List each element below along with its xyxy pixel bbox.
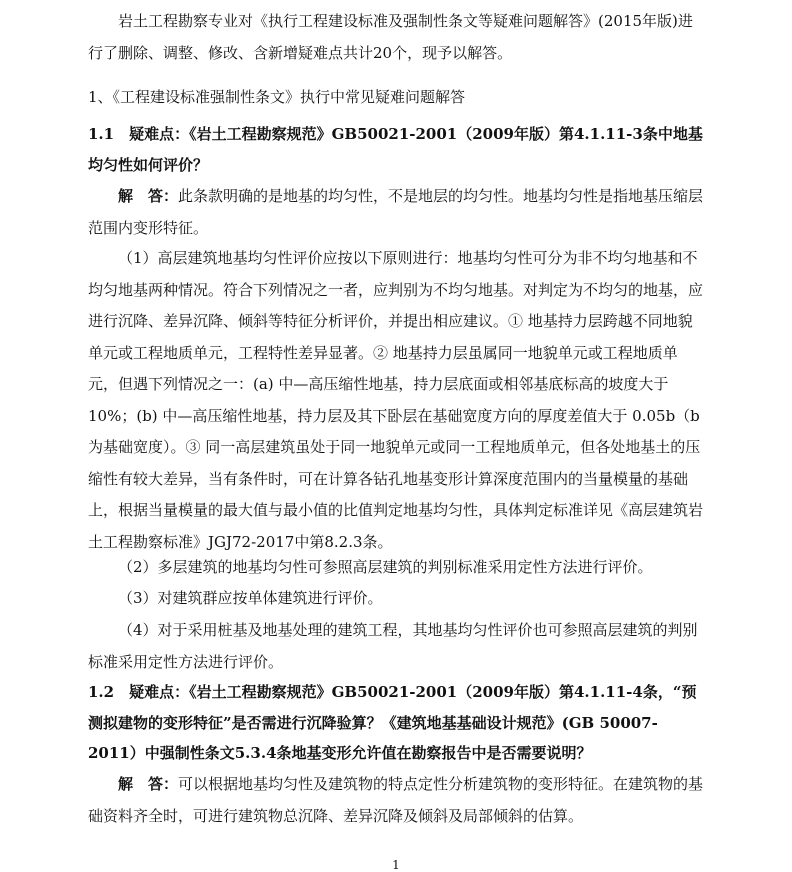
answer-1-1-item-3: （3）对建筑群应按单体建筑进行评价。 (118, 589, 383, 607)
answer-label: 解 答： (118, 187, 179, 205)
page-number: 1 (392, 858, 400, 872)
answer-1-2-text: 可以根据地基均匀性及建筑物的特点定性分析建筑物的变形特征。在建筑物的基础资料齐全时，可进行建筑物总沉降、差异沉降及倾斜及局部倾斜的估算。 (88, 775, 704, 825)
answer-1-1-item-1: （1）高层建筑地基均匀性评价应按以下原则进行：地基均匀性可分为非不均匀地基和不均匀地基两种情况。符合下列情况之一者，应判别为不均匀地基。对判定为不均匀的地基，应进行沉降、差异沉降、倾斜等特征分析评价，并提出相应建议。① 地基持力层跨越不同地貌单元或工程地质单元，工程特性差异显著。② 地基持力层虽属同一地貌单元或工程地质单元，但遇下列情况之一：(a) 中—高压缩性地基，持力层底面或相邻基底标高的坡度大于 10%；(b) 中—高压缩性地基，持力层及其下卧层在基础宽度方向的厚度差值大于 0.05b（b为基础宽度）。③ 同一高层建筑虽处于同一地貌单元或同一工程地质单元，但各处地基土的压缩性有较大差异，当有条件时，可在计算各钻孔地基变形计算深度范围内的当量模量的基础上，根据当量模量的最大值与最小值的比值判定地基均匀性，具体判定标准详见《高层建筑岩土工程勘察标准》JGJ72-2017中第8.2.3条。 (88, 249, 704, 551)
question-1-1-heading: 1.1 疑难点：《岩土工程勘察规范》GB50021-2001（2009年版）第4.1.11-3条中地基均匀性如何评价？ (88, 125, 703, 174)
answer-1-1-item-4: （4）对于采用桩基及地基处理的建筑工程，其地基均匀性评价也可参照高层建筑的判别标准采用定性方法进行评价。 (88, 621, 698, 671)
answer-1-1-item-2: （2）多层建筑的地基均匀性可参照高层建筑的判别标准采用定性方法进行评价。 (118, 558, 653, 576)
answer-1-1-paragraph (88, 181, 706, 244)
answer-1-1-text: 此条款明确的是地基的均匀性，不是地层的均匀性。地基均匀性是指地基压缩层范围内变形特征。 (88, 187, 704, 237)
answer-1-2-paragraph (88, 769, 706, 832)
answer-label-2: 解 答： (118, 775, 179, 793)
intro-paragraph: 岩土工程勘察专业对《执行工程建设标准及强制性条文等疑难问题解答》(2015年版)进行了删除、调整、修改、含新增疑难点共计20个，现予以解答。 (88, 12, 693, 62)
section-1-title: 1、《工程建设标准强制性条文》执行中常见疑难问题解答 (88, 88, 466, 106)
question-1-2-heading: 1.2 疑难点：《岩土工程勘察规范》GB50021-2001（2009年版）第4.1.11-4条，“预测拟建物的变形特征”是否需进行沉降验算？《建筑地基基础设计规范》(GB 50007-2011）中强制性条文5.3.4条地基变形允许值在勘察报告中是否需要说明？ (88, 683, 697, 762)
